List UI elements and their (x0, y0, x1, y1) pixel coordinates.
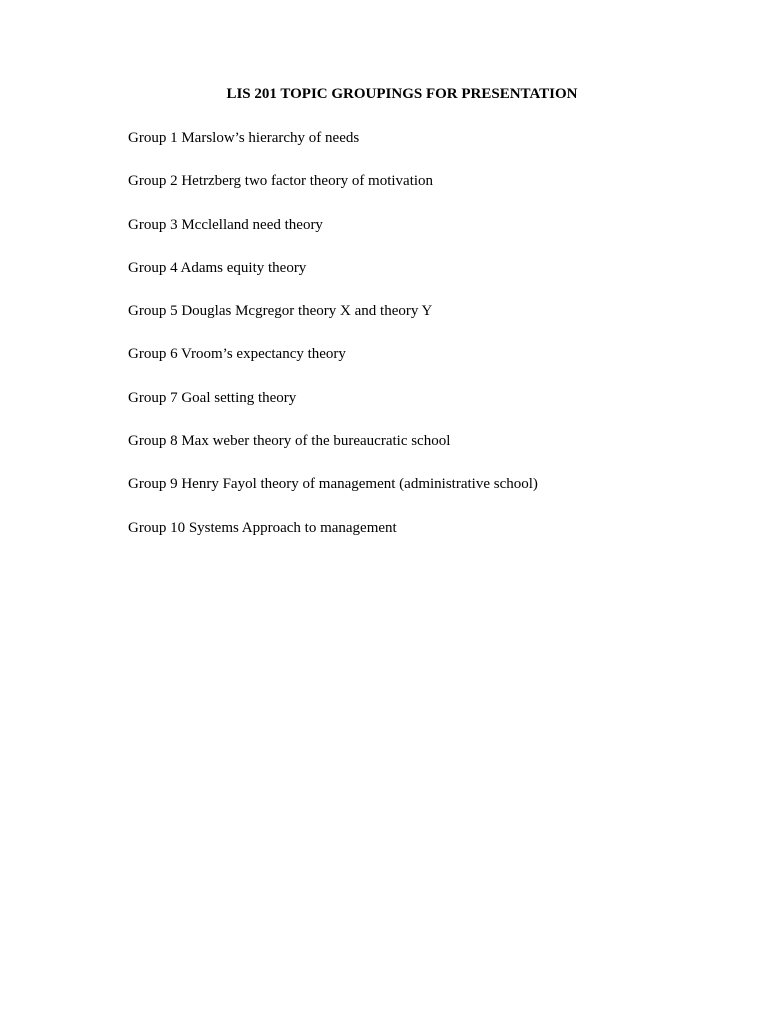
group-list (128, 129, 538, 562)
group-item-10: Group 10 Systems Approach to management (128, 519, 397, 536)
group-item-6: Group 6 Vroom’s expectancy theory (128, 346, 346, 363)
document-title: LIS 201 TOPIC GROUPINGS FOR PRESENTATION (226, 86, 578, 102)
group-item-5: Group 5 Douglas Mcgregor theory X and theory Y (128, 303, 433, 320)
group-item-3: Group 3 Mcclelland need theory (128, 216, 323, 233)
group-item-1: Group 1 Marslow’s hierarchy of needs (128, 130, 360, 146)
group-item-2: Group 2 Hetrzberg two factor theory of motivation (128, 173, 434, 190)
group-item-9: Group 9 Henry Fayol theory of management (administrative school) (128, 476, 538, 493)
group-item-7: Group 7 Goal setting theory (128, 389, 297, 406)
group-item-8: Group 8 Max weber theory of the bureaucratic school (128, 433, 451, 450)
group-item-4: Group 4 Adams equity theory (128, 259, 307, 276)
